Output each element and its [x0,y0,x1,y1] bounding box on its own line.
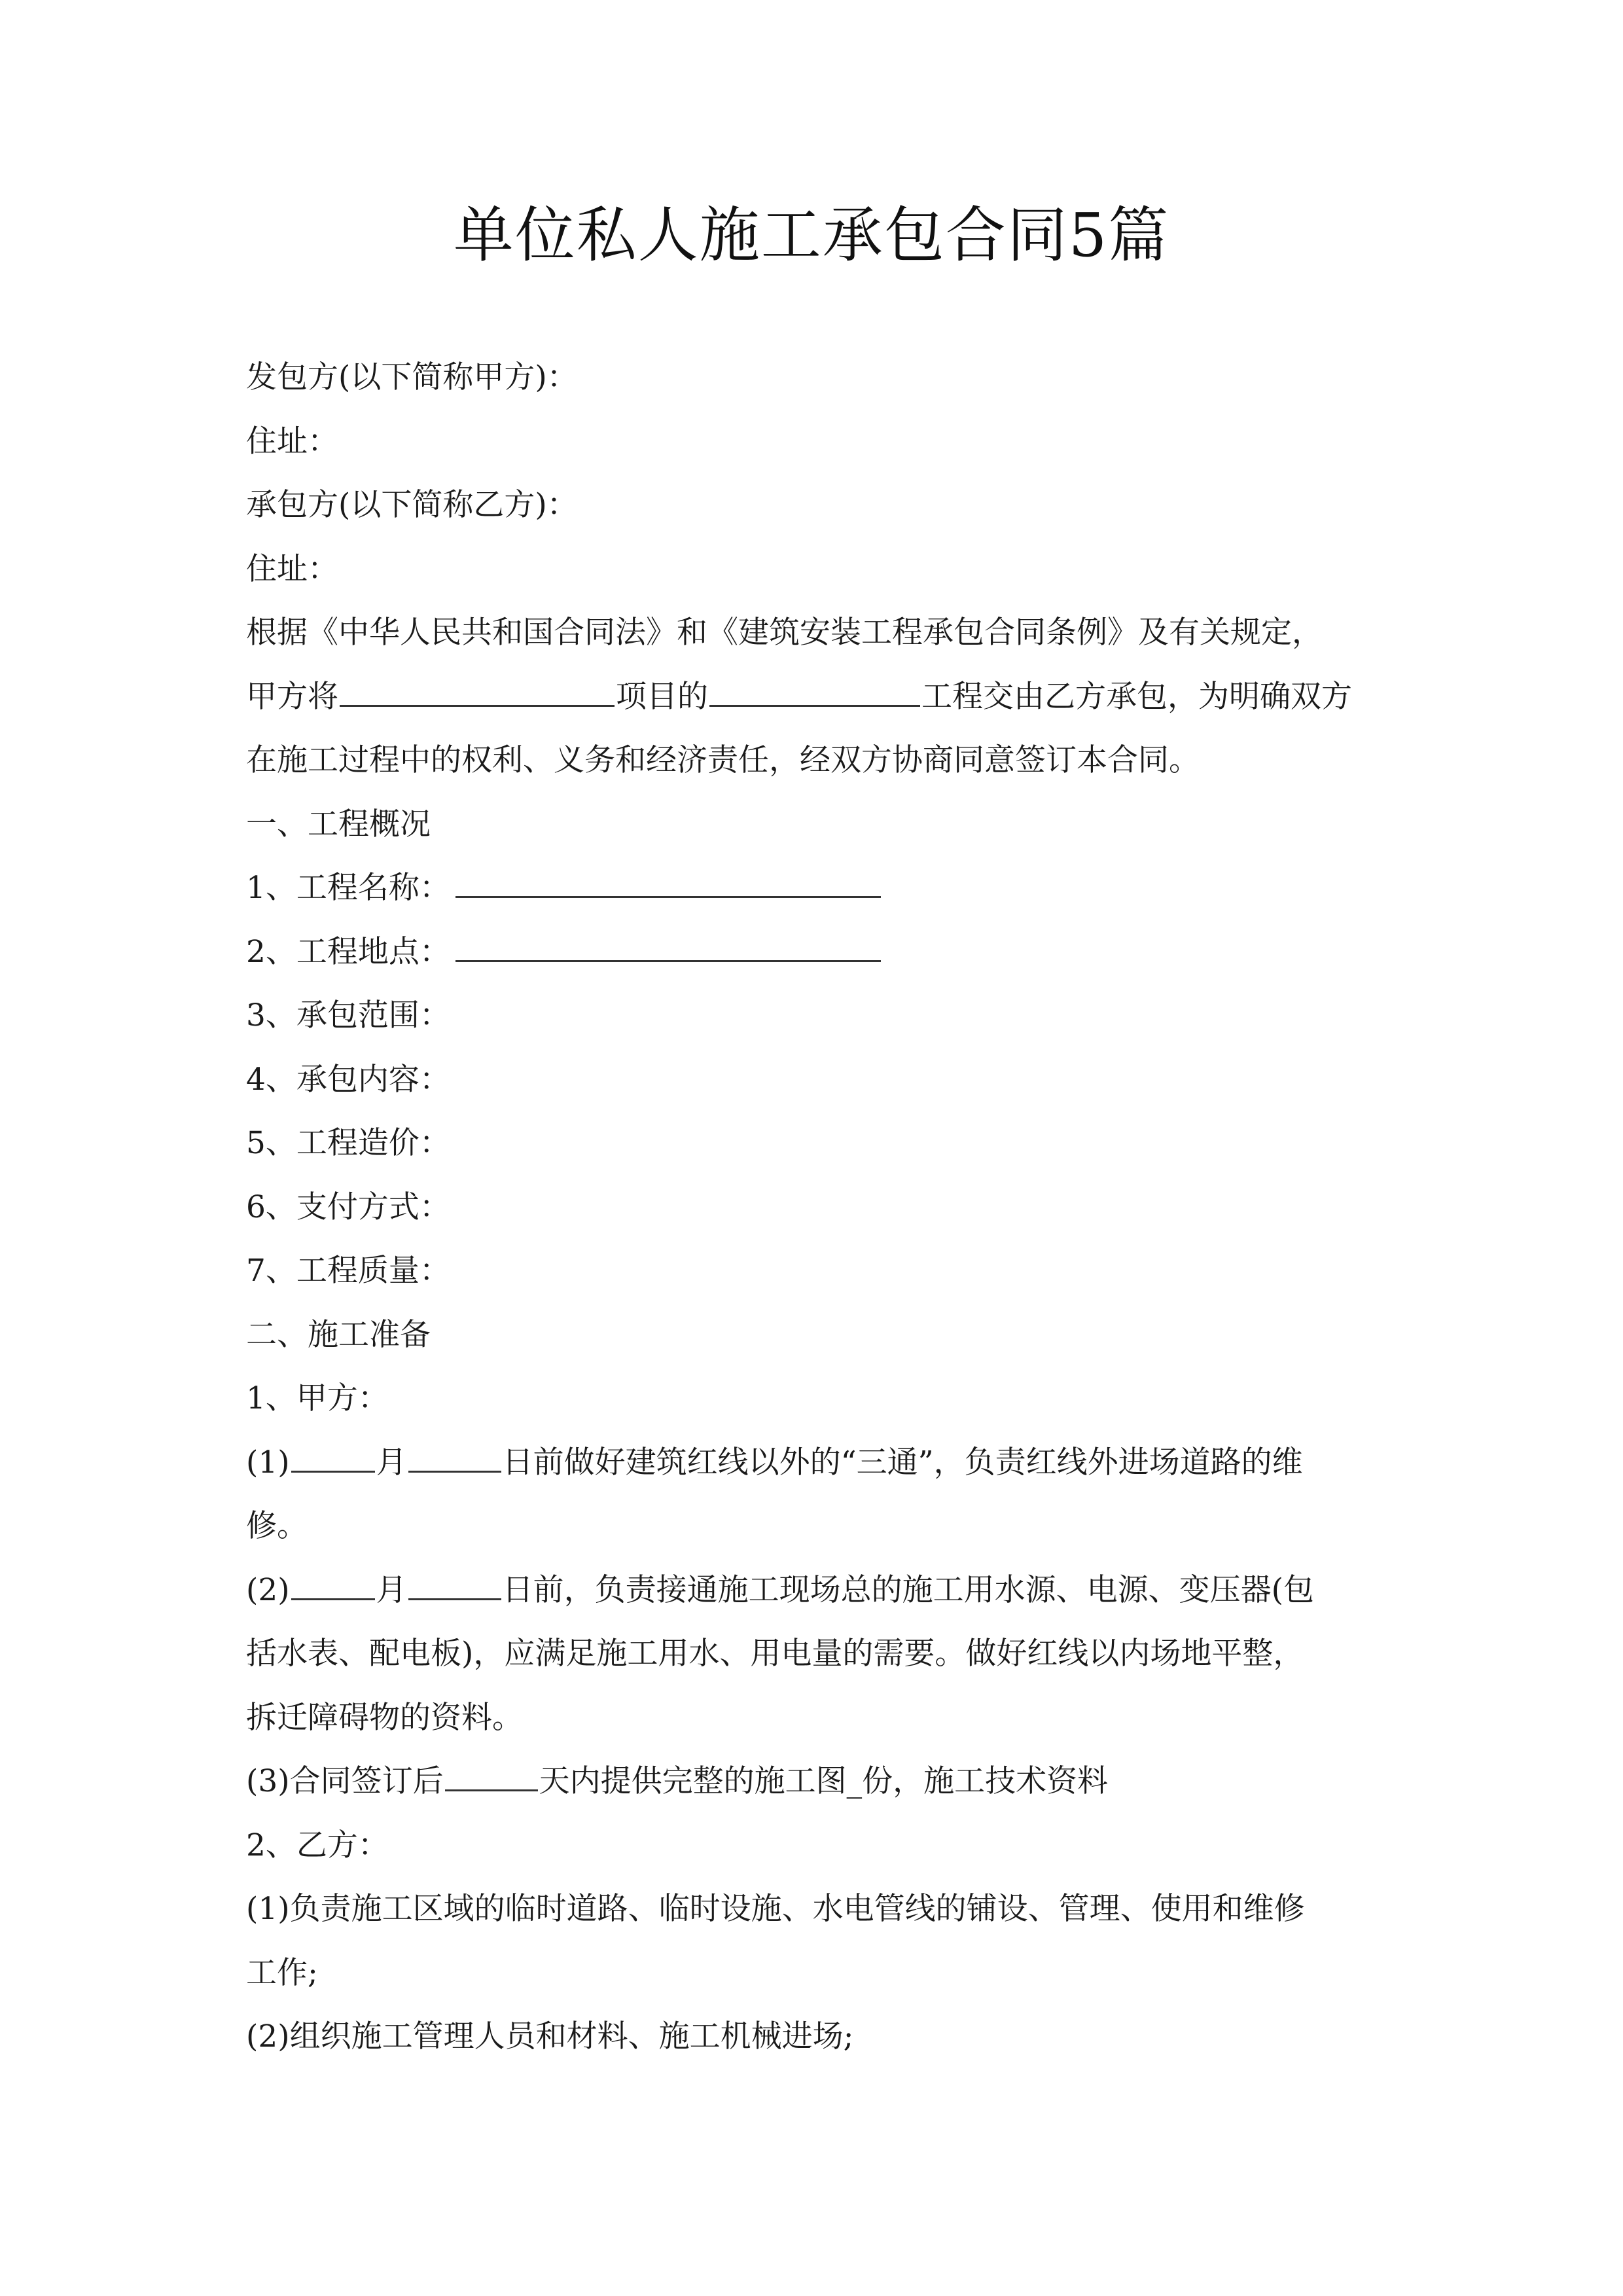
blank-project-name-field [455,858,881,898]
payment-method-line: 6、支付方式： [246,1189,450,1225]
document-title: 单位私人施工承包合同5篇 [453,200,1170,270]
blank-day [408,1433,501,1473]
section-heading-2: 二、施工准备 [246,1316,431,1353]
section-heading-1: 一、工程概况 [246,806,431,842]
duty-a1-text: 日前做好建筑红线以外的“三通”，负责红线外进场道路的维 [502,1444,1303,1480]
project-location-line [246,920,1385,984]
duty-a3-text-b: 天内提供完整的施工图_份，施工技术资料 [539,1763,1109,1799]
duty-a2-month: 月 [376,1571,407,1608]
duty-a2-line-2: 括水表、配电板)，应满足施工用水、用电量的需要。做好红线以内场地平整， [246,1636,1304,1672]
blank-month [291,1433,375,1473]
party-b-duties-heading: 2、乙方： [246,1827,389,1863]
duty-a2-num: (2) [246,1571,290,1608]
duty-a1-line-1 [246,1431,1385,1495]
blank-project-item [709,667,920,707]
blank-project-name [340,667,615,707]
duty-a2-line-3: 拆迁障碍物的资料。 [246,1699,523,1736]
contract-scope-line: 3、承包范围： [246,997,450,1033]
blank-days [445,1751,538,1791]
duty-a2-text: 日前，负责接通施工现场总的施工用水源、电源、变压器(包 [502,1571,1314,1608]
duty-a1-line-2: 修。 [246,1508,308,1544]
document-body [246,346,1385,2069]
duty-a1-num: (1) [246,1444,290,1480]
duty-a3-line [246,1749,1385,1814]
duty-b2-line: (2)组织施工管理人员和材料、施工机械进场; [246,2018,854,2054]
project-location-label: 2、工程地点： [246,933,450,970]
party-a-line: 发包方(以下简称甲方)： [246,359,578,395]
duty-b1-line-1: (1)负责施工区域的临时道路、临时设施、水电管线的铺设、管理、使用和维修 [246,1891,1305,1927]
project-cost-line: 5、工程造价： [246,1125,450,1161]
preamble-line-1: 根据《中华人民共和国合同法》和《建筑安装工程承包合同条例》及有关规定， [246,615,1323,651]
project-name-line [246,856,1385,920]
duty-b1-line-2: 工作; [246,1954,318,1991]
preamble-text-a: 甲方将 [246,678,338,715]
party-b-address-line: 住址： [246,550,338,587]
blank-day [408,1560,501,1600]
party-b-line: 承包方(以下简称乙方)： [246,487,578,523]
blank-month [291,1560,375,1600]
project-quality-line: 7、工程质量： [246,1253,450,1289]
project-name-label: 1、工程名称： [246,870,450,906]
party-a-address-line: 住址： [246,423,338,459]
preamble-text-b: 项目的 [616,678,708,715]
preamble-line-3: 在施工过程中的权利、义务和经济责任，经双方协商同意签订本合同。 [246,742,1200,778]
duty-a2-line-1 [246,1558,1385,1623]
blank-project-location-field [455,922,881,962]
preamble-text-c: 工程交由乙方承包，为明确双方 [921,678,1352,715]
duty-a1-month: 月 [376,1444,407,1480]
contract-content-line: 4、承包内容： [246,1061,450,1098]
party-a-duties-heading: 1、甲方： [246,1380,389,1416]
preamble-line-2 [246,665,1385,729]
duty-a3-text-a: (3)合同签订后 [246,1763,444,1799]
